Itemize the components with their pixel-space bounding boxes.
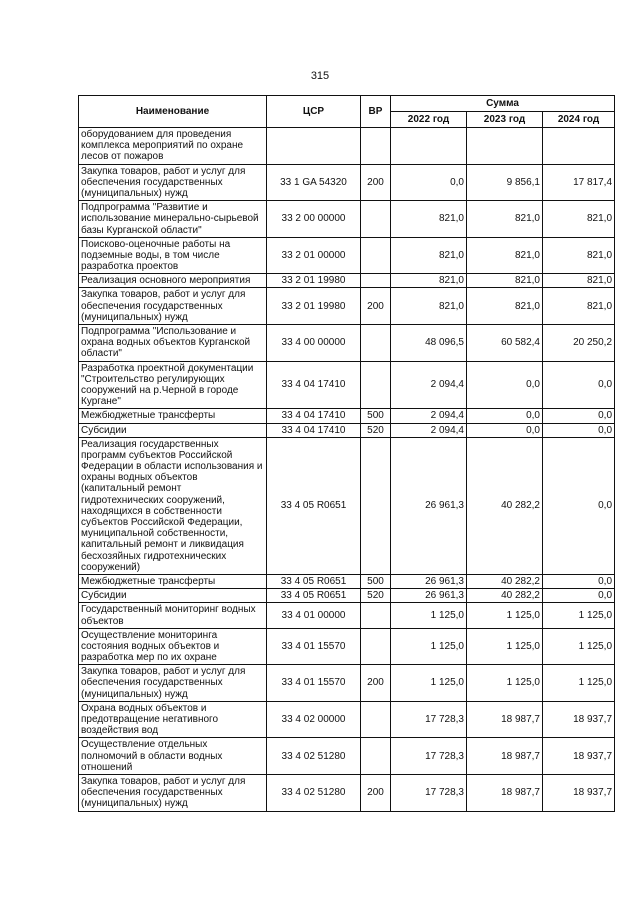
cell-csr: 33 2 01 00000 <box>267 237 361 274</box>
cell-name: Осуществление отдельных полномочий в области водных отношений <box>79 738 267 775</box>
cell-2023: 40 282,2 <box>467 437 543 574</box>
cell-2022: 2 094,4 <box>391 361 467 409</box>
cell-vr <box>361 201 391 238</box>
cell-2024: 20 250,2 <box>543 325 615 362</box>
table-row <box>79 774 615 811</box>
cell-vr <box>361 128 391 165</box>
cell-2022: 1 125,0 <box>391 665 467 702</box>
header-name: Наименование <box>79 96 267 128</box>
cell-2024 <box>543 128 615 165</box>
cell-csr: 33 4 00 00000 <box>267 325 361 362</box>
cell-2022: 26 961,3 <box>391 589 467 603</box>
cell-2024: 18 937,7 <box>543 738 615 775</box>
table-row <box>79 437 615 574</box>
table-row <box>79 201 615 238</box>
cell-2023: 821,0 <box>467 274 543 288</box>
cell-vr <box>361 437 391 574</box>
table-row <box>79 361 615 409</box>
cell-vr: 520 <box>361 589 391 603</box>
cell-2023: 1 125,0 <box>467 628 543 665</box>
table-body <box>79 128 615 812</box>
cell-vr: 500 <box>361 574 391 588</box>
cell-2024: 0,0 <box>543 361 615 409</box>
cell-name: Поисково-оценочные работы на подземные воды, в том числе разработка проектов <box>79 237 267 274</box>
cell-2023: 40 282,2 <box>467 589 543 603</box>
cell-2022: 821,0 <box>391 201 467 238</box>
cell-name: Закупка товаров, работ и услуг для обеспечения государственных (муниципальных) нужд <box>79 164 267 201</box>
cell-csr: 33 2 00 00000 <box>267 201 361 238</box>
cell-2022: 821,0 <box>391 288 467 325</box>
cell-2024: 18 937,7 <box>543 774 615 811</box>
cell-csr: 33 2 01 19980 <box>267 288 361 325</box>
cell-vr: 200 <box>361 665 391 702</box>
cell-2022: 17 728,3 <box>391 701 467 738</box>
cell-name: Закупка товаров, работ и услуг для обеспечения государственных (муниципальных) нужд <box>79 665 267 702</box>
cell-csr: 33 4 01 15570 <box>267 665 361 702</box>
cell-2023: 60 582,4 <box>467 325 543 362</box>
cell-name: оборудованием для проведения комплекса мероприятий по охране лесов от пожаров <box>79 128 267 165</box>
table-row <box>79 325 615 362</box>
table-row <box>79 409 615 423</box>
cell-2024: 821,0 <box>543 237 615 274</box>
table-header <box>79 96 615 128</box>
cell-2024: 821,0 <box>543 288 615 325</box>
cell-2024: 18 937,7 <box>543 701 615 738</box>
table-row <box>79 423 615 437</box>
cell-2022: 17 728,3 <box>391 774 467 811</box>
cell-name: Подпрограмма "Использование и охрана водных объектов Курганской области" <box>79 325 267 362</box>
table-row <box>79 603 615 628</box>
cell-2022: 1 125,0 <box>391 628 467 665</box>
cell-2024: 821,0 <box>543 274 615 288</box>
table-row <box>79 288 615 325</box>
cell-name: Подпрограмма "Развитие и использование минерально-сырьевой базы Курганской области" <box>79 201 267 238</box>
cell-name: Межбюджетные трансферты <box>79 574 267 588</box>
cell-2022: 1 125,0 <box>391 603 467 628</box>
cell-csr: 33 4 05 R0651 <box>267 437 361 574</box>
cell-csr: 33 1 GA 54320 <box>267 164 361 201</box>
header-year-2023: 2023 год <box>467 112 543 128</box>
cell-name: Осуществление мониторинга состояния водных объектов и разработка мер по их охране <box>79 628 267 665</box>
table-row <box>79 574 615 588</box>
cell-csr: 33 2 01 19980 <box>267 274 361 288</box>
cell-2023: 821,0 <box>467 237 543 274</box>
cell-2022: 48 096,5 <box>391 325 467 362</box>
table-row <box>79 128 615 165</box>
cell-2023: 1 125,0 <box>467 665 543 702</box>
cell-vr <box>361 237 391 274</box>
cell-name: Реализация основного мероприятия <box>79 274 267 288</box>
cell-2023: 40 282,2 <box>467 574 543 588</box>
cell-2024: 1 125,0 <box>543 603 615 628</box>
cell-2023: 18 987,7 <box>467 774 543 811</box>
table-row <box>79 274 615 288</box>
cell-name: Реализация государственных программ субъектов Российской Федерации в области использования и охраны водных объектов (капитальный ремонт гидротехнических сооружений, находящихся в собственности субъектов Российской Федерации, муниципальной собственности, капитальный ремонт и ликвидация бесхозяйных гидротехнических сооружений) <box>79 437 267 574</box>
cell-csr: 33 4 04 17410 <box>267 361 361 409</box>
cell-csr: 33 4 02 51280 <box>267 738 361 775</box>
table-row <box>79 237 615 274</box>
cell-csr: 33 4 05 R0651 <box>267 589 361 603</box>
cell-vr: 520 <box>361 423 391 437</box>
cell-2022: 17 728,3 <box>391 738 467 775</box>
cell-csr: 33 4 01 00000 <box>267 603 361 628</box>
cell-2022: 2 094,4 <box>391 423 467 437</box>
table-row <box>79 738 615 775</box>
cell-csr: 33 4 01 15570 <box>267 628 361 665</box>
header-year-2024: 2024 год <box>543 112 615 128</box>
cell-csr: 33 4 02 51280 <box>267 774 361 811</box>
cell-vr <box>361 738 391 775</box>
cell-name: Закупка товаров, работ и услуг для обеспечения государственных (муниципальных) нужд <box>79 774 267 811</box>
cell-vr: 500 <box>361 409 391 423</box>
budget-table <box>78 95 615 812</box>
cell-2022: 26 961,3 <box>391 574 467 588</box>
cell-name: Межбюджетные трансферты <box>79 409 267 423</box>
cell-2024: 821,0 <box>543 201 615 238</box>
cell-vr <box>361 361 391 409</box>
cell-vr: 200 <box>361 288 391 325</box>
cell-2023: 821,0 <box>467 201 543 238</box>
header-year-2022: 2022 год <box>391 112 467 128</box>
cell-name: Охрана водных объектов и предотвращение негативного воздействия вод <box>79 701 267 738</box>
table-row <box>79 665 615 702</box>
cell-2022: 821,0 <box>391 274 467 288</box>
cell-2024: 0,0 <box>543 409 615 423</box>
cell-csr: 33 4 04 17410 <box>267 409 361 423</box>
cell-csr: 33 4 02 00000 <box>267 701 361 738</box>
cell-vr <box>361 603 391 628</box>
cell-2022: 0,0 <box>391 164 467 201</box>
cell-vr <box>361 628 391 665</box>
cell-name: Государственный мониторинг водных объектов <box>79 603 267 628</box>
cell-2023: 0,0 <box>467 361 543 409</box>
cell-2024: 0,0 <box>543 423 615 437</box>
cell-csr: 33 4 04 17410 <box>267 423 361 437</box>
cell-2024: 0,0 <box>543 437 615 574</box>
cell-2023: 1 125,0 <box>467 603 543 628</box>
table-row <box>79 701 615 738</box>
cell-2022: 2 094,4 <box>391 409 467 423</box>
cell-2024: 17 817,4 <box>543 164 615 201</box>
cell-2023: 18 987,7 <box>467 738 543 775</box>
table-row <box>79 589 615 603</box>
cell-name: Субсидии <box>79 589 267 603</box>
cell-name: Субсидии <box>79 423 267 437</box>
cell-csr <box>267 128 361 165</box>
cell-vr <box>361 274 391 288</box>
header-csr: ЦСР <box>267 96 361 128</box>
cell-vr <box>361 701 391 738</box>
cell-vr: 200 <box>361 164 391 201</box>
cell-2023 <box>467 128 543 165</box>
cell-2023: 9 856,1 <box>467 164 543 201</box>
cell-2024: 0,0 <box>543 589 615 603</box>
table-row <box>79 628 615 665</box>
cell-name: Закупка товаров, работ и услуг для обеспечения государственных (муниципальных) нужд <box>79 288 267 325</box>
cell-2022: 26 961,3 <box>391 437 467 574</box>
cell-vr: 200 <box>361 774 391 811</box>
cell-2022: 821,0 <box>391 237 467 274</box>
cell-2023: 0,0 <box>467 423 543 437</box>
cell-2024: 1 125,0 <box>543 665 615 702</box>
cell-2024: 1 125,0 <box>543 628 615 665</box>
header-vr: ВР <box>361 96 391 128</box>
cell-2023: 821,0 <box>467 288 543 325</box>
cell-2023: 18 987,7 <box>467 701 543 738</box>
cell-2023: 0,0 <box>467 409 543 423</box>
table-row <box>79 164 615 201</box>
page-number: 315 <box>310 70 330 82</box>
cell-csr: 33 4 05 R0651 <box>267 574 361 588</box>
cell-2022 <box>391 128 467 165</box>
cell-name: Разработка проектной документации "Строительство регулирующих сооружений на р.Черной в городе Кургане" <box>79 361 267 409</box>
cell-vr <box>361 325 391 362</box>
header-sum: Сумма <box>391 96 615 112</box>
cell-2024: 0,0 <box>543 574 615 588</box>
